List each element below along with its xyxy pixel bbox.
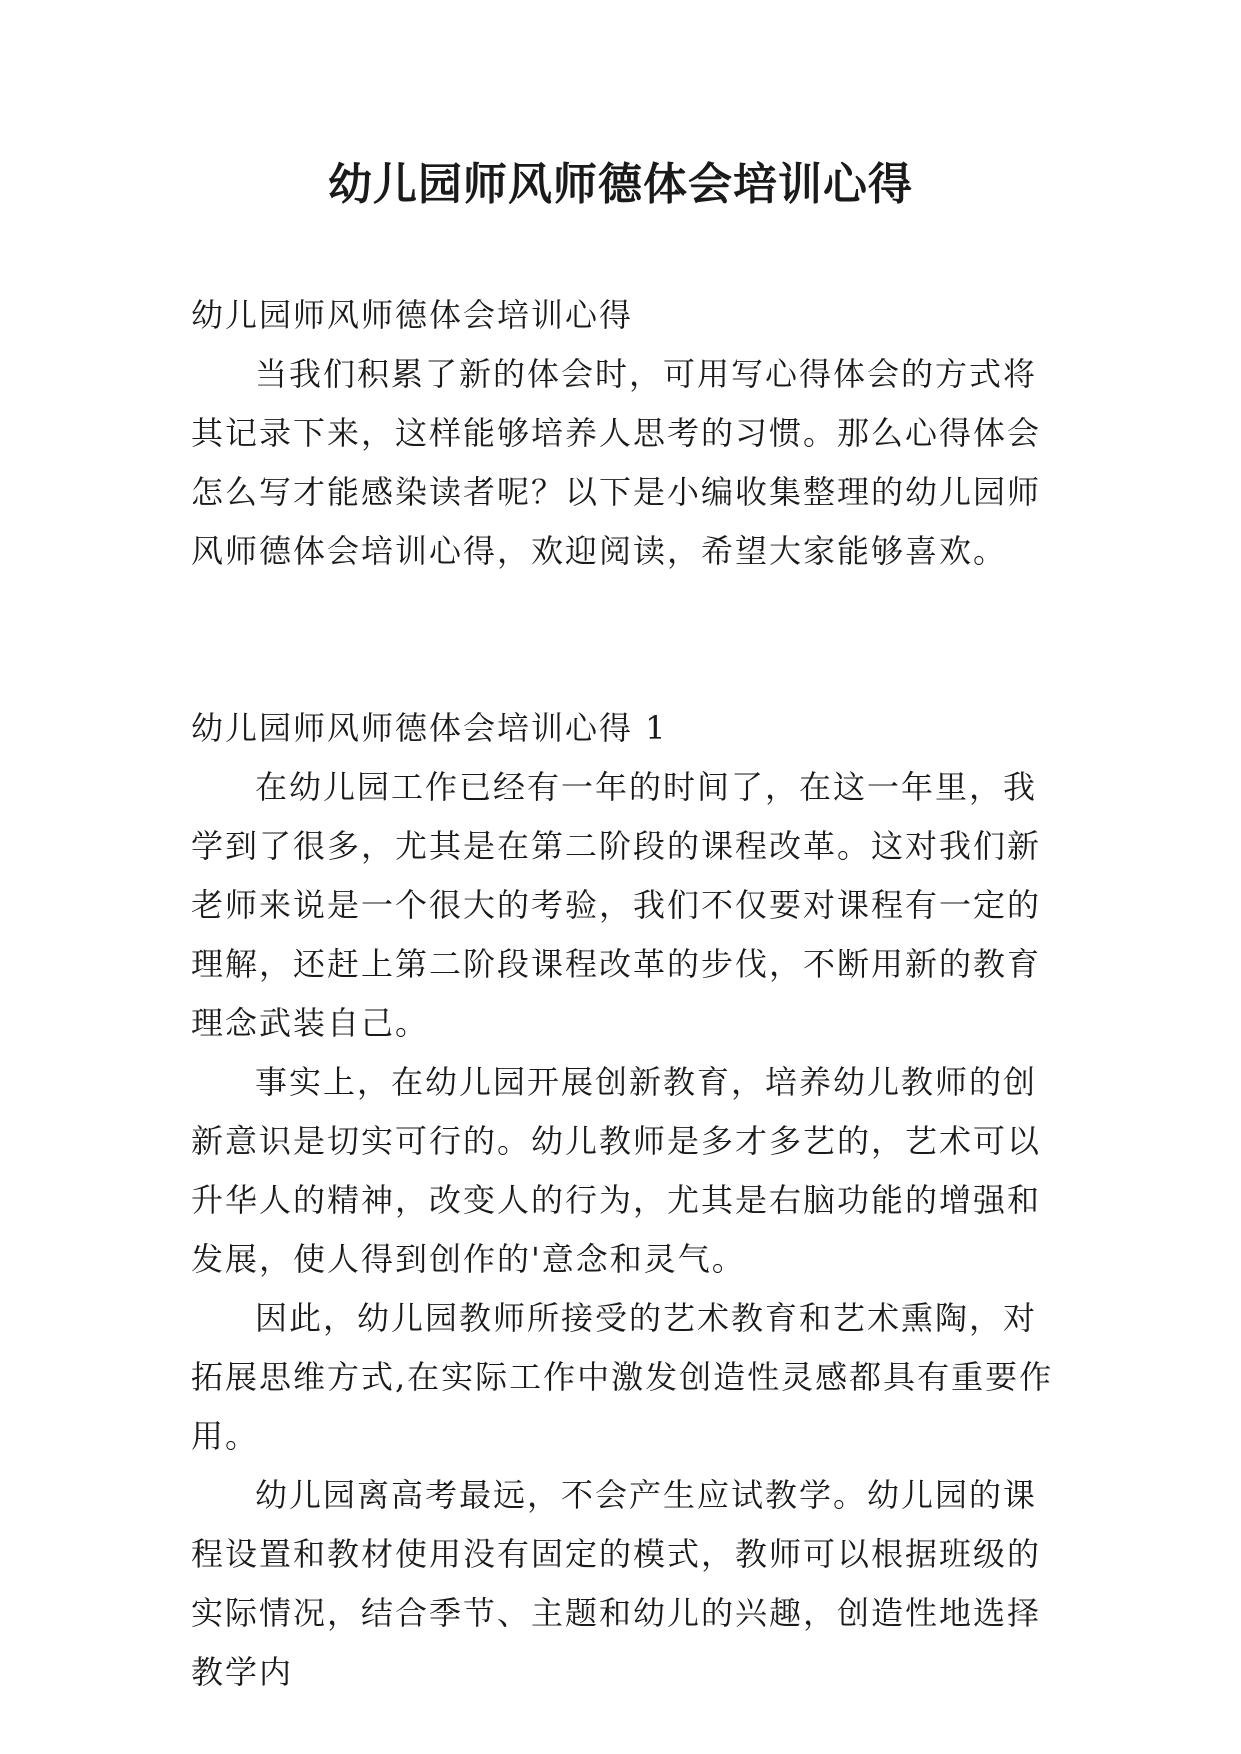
document-title: 幼儿园师风师德体会培训心得 bbox=[328, 159, 913, 210]
section-spacer bbox=[191, 581, 1061, 699]
body-paragraph: 事实上，在幼儿园开展创新教育，培养幼儿教师的创新意识是切实可行的。幼儿教师是多才多艺的，艺术可以升华人的精神，改变人的行为，尤其是右脑功能的增强和发展，使人得到创作的'意念和灵气。 bbox=[191, 1063, 1042, 1278]
document-body bbox=[191, 286, 1061, 1702]
intro-paragraph: 当我们积累了新的体会时，可用写心得体会的方式将其记录下来，这样能够培养人思考的习惯。那么心得体会怎么写才能感染读者呢？以下是小编收集整理的幼儿园师风师德体会培训心得，欢迎阅读，希望大家能够喜欢。 bbox=[191, 355, 1042, 570]
body-paragraph: 幼儿园离高考最远，不会产生应试教学。幼儿园的课程设置和教材使用没有固定的模式，教师可以根据班级的实际情况，结合季节、主题和幼儿的兴趣，创造性地选择教学内 bbox=[191, 1476, 1042, 1691]
section-heading: 幼儿园师风师德体会培训心得 1 bbox=[191, 709, 668, 747]
body-paragraph: 因此，幼儿园教师所接受的艺术教育和艺术熏陶，对拓展思维方式,在实际工作中激发创造性灵感都具有重要作用。 bbox=[191, 1299, 1054, 1455]
intro-heading: 幼儿园师风师德体会培训心得 bbox=[191, 296, 634, 334]
body-paragraph: 在幼儿园工作已经有一年的时间了，在这一年里，我学到了很多，尤其是在第二阶段的课程改革。这对我们新老师来说是一个很大的考验，我们不仅要对课程有一定的理解，还赶上第二阶段课程改革的步伐，不断用新的教育理念武装自己。 bbox=[191, 768, 1042, 1042]
